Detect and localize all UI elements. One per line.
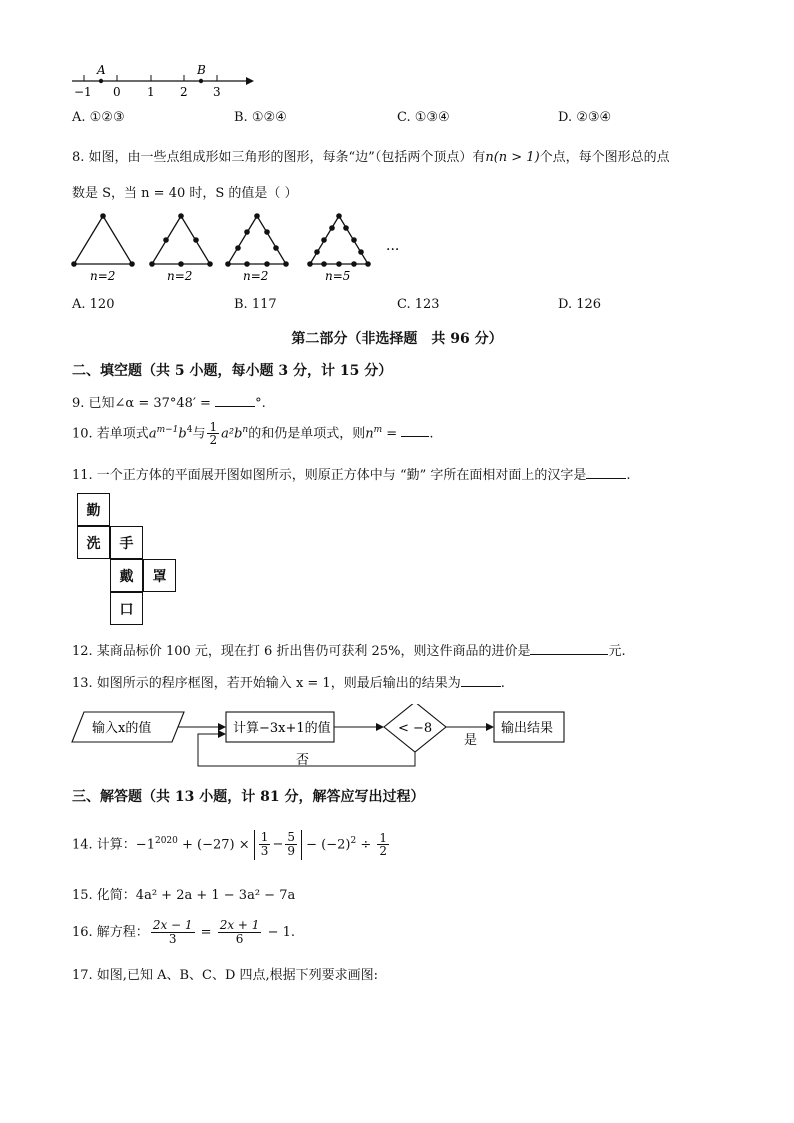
option-b: B. ①②④ [234,110,287,125]
number-line [68,60,258,105]
net-cell: 手 [110,526,143,559]
q8-option-c: C. 123 [397,297,440,312]
ellipsis: ··· [386,242,400,258]
flow-yes: 是 [464,733,478,748]
net-cell: 口 [110,592,143,625]
q8-option-a: A. 120 [72,297,115,312]
tick-label: 3 [213,85,221,99]
q9: 9. 已知∠α = 37°48′ = °. [72,396,266,411]
flow-condition: < −8 [398,721,433,736]
figure-label: n=5 [325,269,351,283]
q14: 14. 计算：$-1^{2020} + (-27)$ × $\frac{1}{3}$ − $\frac{5}{9}$ − $(-2)^2$ ÷ $\frac{1}{2}$ [72,830,387,859]
figure-label: n=2 [243,269,269,283]
tick-label: 0 [113,85,121,99]
net-cell: 罩 [143,559,176,592]
q8-line1: 8. 如图，由一些点组成形如三角形的图形，每条“边”（包括两个顶点）有n(n > 1)个点，每个图形总的点 [72,150,670,165]
net-cell: 洗 [77,526,110,559]
point-label-b: B [197,63,206,77]
figure-label: n=2 [167,269,193,283]
option-c: C. ①③④ [397,110,450,125]
q8-option-b: B. 117 [234,297,277,312]
net-cell: 勤 [77,493,110,526]
net-cell: 戴 [110,559,143,592]
flow-no: 否 [296,753,310,768]
option-a: A. ①②③ [72,110,125,125]
tick-label: −1 [74,85,92,99]
triangle-figures [66,208,426,286]
flowchart [68,704,578,774]
tick-label: 2 [180,85,188,99]
section3-title: 三、解答题（共 13 小题，计 81 分，解答应写出过程） [72,789,425,805]
part2-title: 第二部分（非选择题 共 96 分） [291,331,503,347]
q15: 15. 化简：4a² + 2a + 1 − 3a² − 7a [72,888,296,903]
figure-label: n=2 [90,269,116,283]
q8-line2: 数是 S，当 n = 40 时，S 的值是（ ） [72,186,298,201]
tick-label: 1 [147,85,155,99]
q12: 12. 某商品标价 100 元，现在打 6 折出售仍可获利 25%，则这件商品的进价是 元. [72,644,626,659]
point-label-a: A [97,63,106,77]
q16: 16. 解方程： $\frac{2x - 1}{3}$ = $\frac{2x + 1}{6}$ − 1. [72,918,296,946]
q8-option-d: D. 126 [558,297,602,312]
q10: 10. 若单项式$a^{m-1}b^4$与 $\frac{1}{2}$ $a^2b^n$的和仍是单项式，则$n^m$ = . [72,419,434,448]
q17: 17. 如图,已知 A、B、C、D 四点,根据下列要求画图: [72,968,379,983]
flow-calc: 计算−3x+1的值 [233,721,331,736]
section2-title: 二、填空题（共 5 小题，每小题 3 分，计 15 分） [72,363,393,379]
q13: 13. 如图所示的程序框图，若开始输入 x = 1，则最后输出的结果为 . [72,676,505,691]
q11: 11. 一个正方体的平面展开图如图所示，则原正方体中与 “勤” 字所在面相对面上的汉字是 . [72,468,631,483]
option-d: D. ②③④ [558,110,612,125]
flow-output: 输出结果 [501,721,554,736]
flow-input: 输入x的值 [92,721,152,736]
